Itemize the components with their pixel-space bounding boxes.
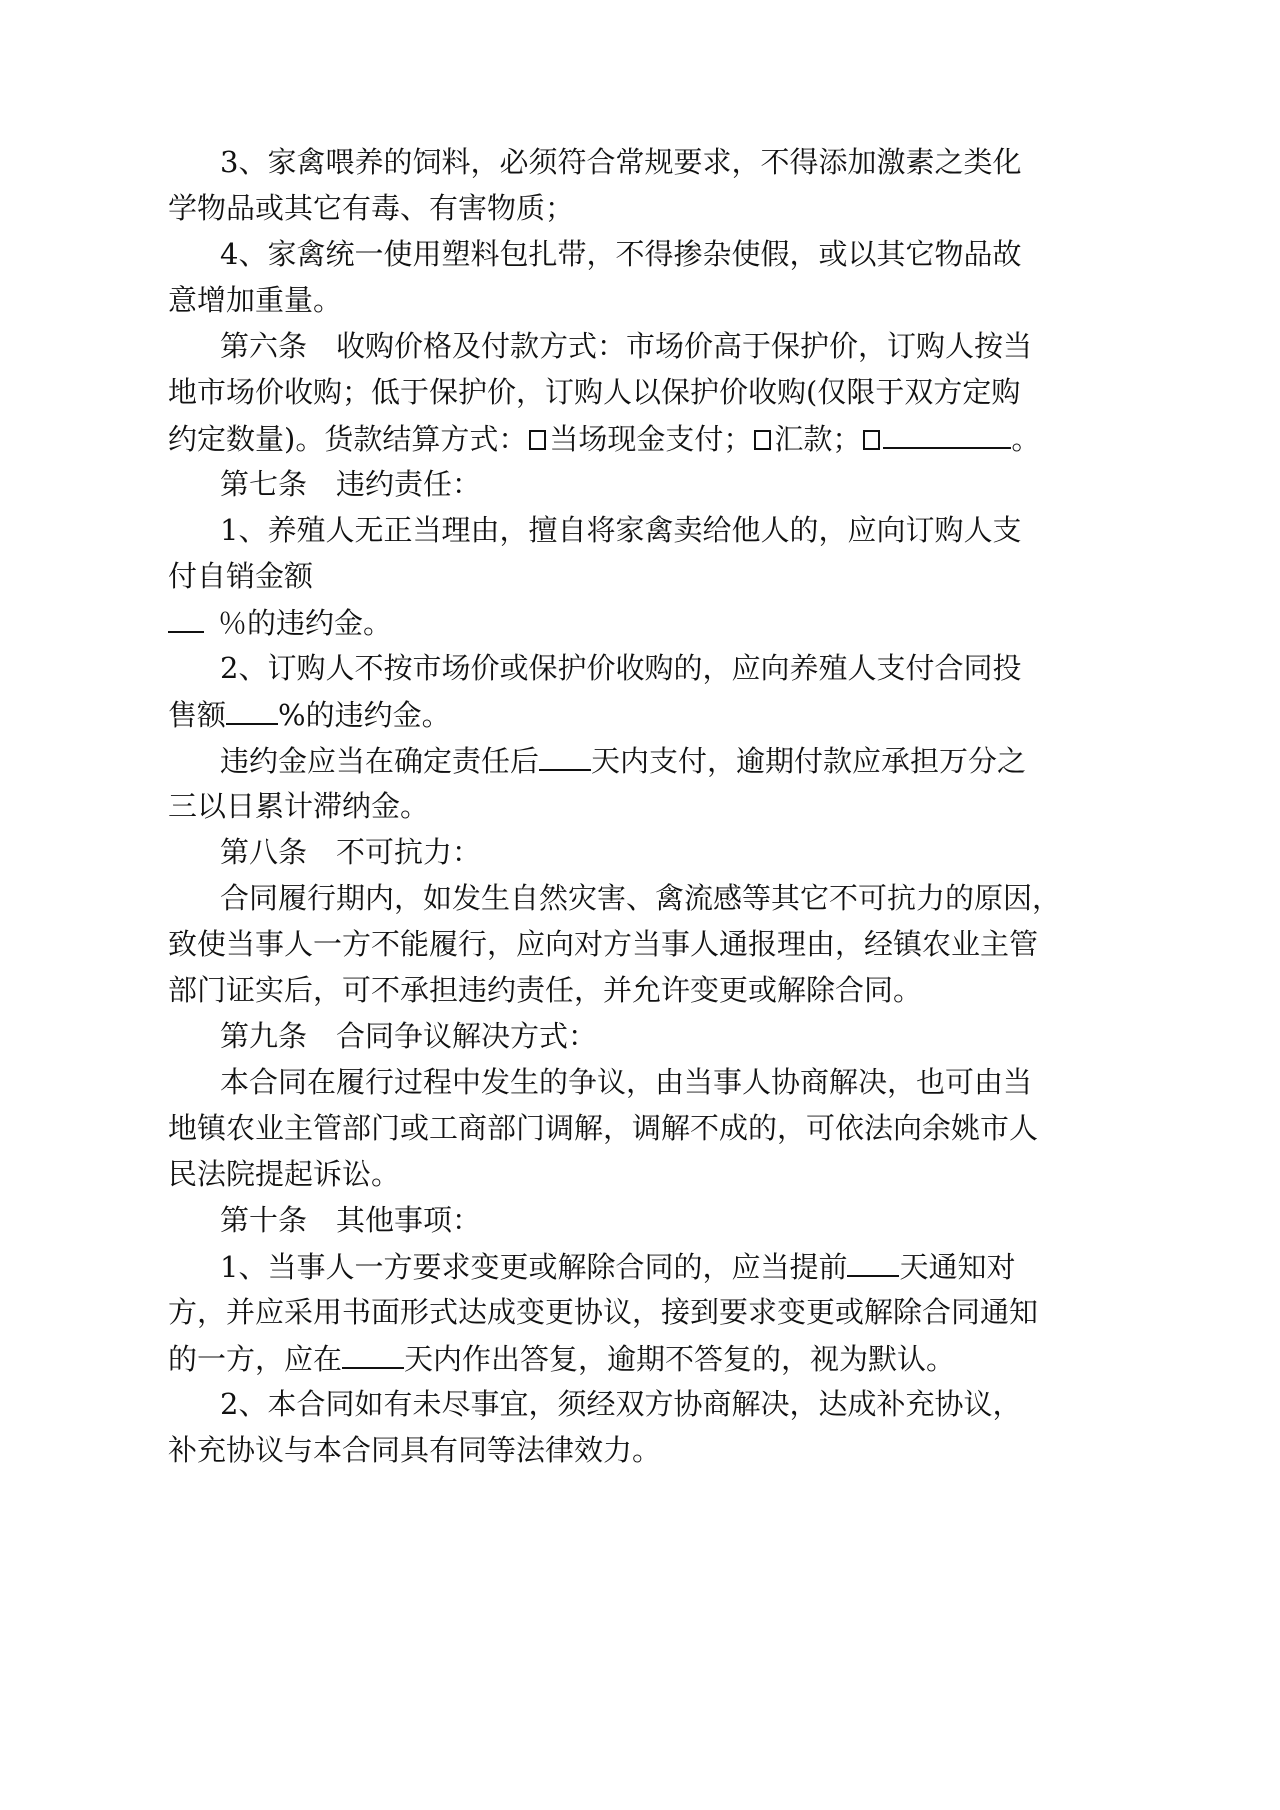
contract-sales-percent-blank[interactable] [226,696,278,725]
clause-3-line-1: 3、家禽喂养的饲料，必须符合常规要求，不得添加激素之类化 [220,145,1022,179]
article-7-clause-1-line-1: 1、养殖人无正当理由，擅自将家禽卖给他人的，应向订购人支 [220,513,1022,547]
article-7-heading: 第七条 违约责任： [220,467,482,501]
article-10-clause-2-line-1: 2、本合同如有未尽事宜，须经双方协商解决，达成补充协议， [220,1387,1022,1421]
article-7-clause-2-line-2: 售额 %的违约金。 [168,698,451,732]
article-7-clause-1-line-2: 付自销金额 [168,559,314,593]
other-payment-checkbox[interactable] [863,430,880,450]
clause-4-line-2: 意增加重量。 [168,283,343,317]
article-10-clause-1-line-3: 的一方，应在 天内作出答复，逾期不答复的，视为默认。 [168,1342,956,1376]
other-payment-blank[interactable] [883,420,1011,449]
article-6-line-2: 地市场价收购；低于保护价，订购人以保护价收购(仅限于双方定购 [168,375,1021,409]
clause-3-line-2: 学物品或其它有毒、有害物质； [168,191,575,225]
notice-days-blank[interactable] [847,1248,899,1277]
article-7-clause-1-line-3: ％的违约金。 [168,604,392,641]
penalty-line-2: 三以日累计滞纳金。 [168,789,430,823]
article-6-line-1: 第六条 收购价格及付款方式：市场价高于保护价，订购人按当 [220,329,1033,363]
article-8-line-3: 部门证实后，可不承担违约责任，并允许变更或解除合同。 [168,973,923,1007]
article-8-line-1: 合同履行期内，如发生自然灾害、禽流感等其它不可抗力的原因， [220,881,1062,915]
article-10-heading: 第十条 其他事项： [220,1203,482,1237]
article-9-line-1: 本合同在履行过程中发生的争议，由当事人协商解决，也可由当 [220,1065,1033,1099]
remittance-checkbox[interactable] [754,430,771,450]
cash-payment-checkbox[interactable] [529,430,546,450]
article-6-line-3: 约定数量)。货款结算方式： 当场现金支付； 汇款； 。 [168,422,1041,456]
article-10-clause-1-line-1: 1、当事人一方要求变更或解除合同的，应当提前 天通知对 [220,1250,1016,1284]
article-10-clause-2-line-2: 补充协议与本合同具有同等法律效力。 [168,1433,662,1467]
reply-days-blank[interactable] [342,1340,404,1369]
article-9-heading: 第九条 合同争议解决方式： [220,1019,598,1053]
article-10-clause-1-line-2: 方，并应采用书面形式达成变更协议，接到要求变更或解除合同通知 [168,1295,1039,1329]
penalty-line-1: 违约金应当在确定责任后 天内支付，逾期付款应承担万分之 [220,744,1027,778]
clause-4-line-1: 4、家禽统一使用塑料包扎带，不得掺杂使假，或以其它物品故 [220,237,1022,271]
article-9-line-2: 地镇农业主管部门或工商部门调解，调解不成的，可依法向余姚市人 [168,1111,1039,1145]
article-8-line-2: 致使当事人一方不能履行，应向对方当事人通报理由，经镇农业主管 [168,927,1039,961]
article-7-clause-2-line-1: 2、订购人不按市场价或保护价收购的，应向养殖人支付合同投 [220,651,1022,685]
article-8-heading: 第八条 不可抗力： [220,835,482,869]
article-9-line-3: 民法院提起诉讼。 [168,1157,401,1191]
penalty-days-blank[interactable] [539,742,591,771]
self-sale-percent-blank[interactable] [168,604,204,633]
